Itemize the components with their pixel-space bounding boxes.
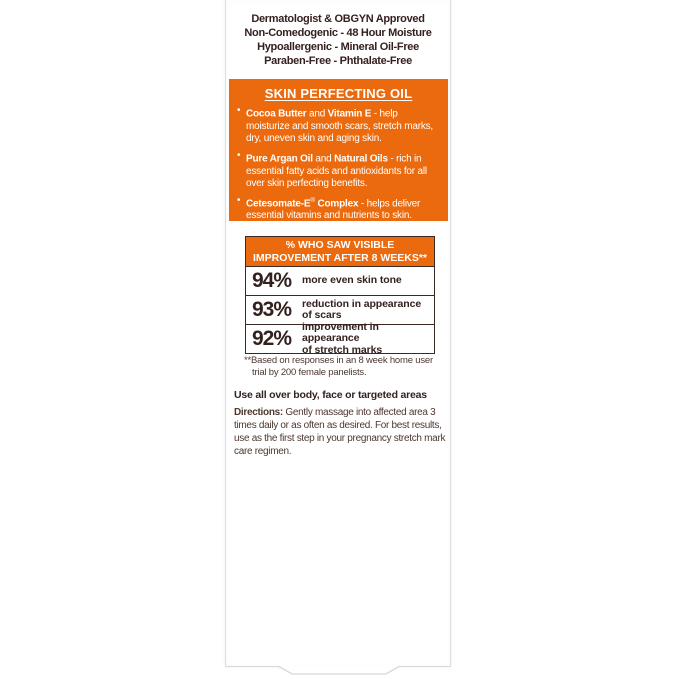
stats-table-header: [246, 237, 434, 266]
claim-line: Hypoallergenic - Mineral Oil-Free: [257, 41, 419, 53]
claim-line: Dermatologist & OBGYN Approved: [251, 13, 425, 25]
stat-label: [297, 322, 434, 357]
ingredient-name: Cetesomate-E: [246, 197, 311, 209]
directions-label: Directions:: [234, 407, 283, 418]
benefit-text: - rich in essential fatty acids and antioxidants for all over skin perfecting benefits.: [246, 153, 427, 190]
benefit-bullet: [237, 195, 440, 223]
stat-label-line: of scars: [302, 309, 342, 321]
stat-percentage: 93%: [252, 298, 292, 321]
stat-label: [297, 275, 402, 287]
stat-label-line: reduction in appearance: [302, 297, 422, 310]
claim-line: Non-Comedogenic - 48 Hour Moisture: [244, 27, 432, 39]
benefits-title: SKIN PERFECTING OIL: [264, 86, 413, 101]
usage-line: Use all over body, face or targeted areas: [234, 389, 427, 401]
claim-line: Paraben-Free - Phthalate-Free: [264, 55, 412, 67]
benefit-text: and: [306, 108, 328, 120]
stat-label-line: of stretch marks: [302, 343, 383, 356]
ingredient-name: Complex: [314, 197, 359, 209]
benefit-text: and: [312, 153, 335, 165]
table-row: [246, 320, 434, 356]
trial-footnote: **Based on responses in an 8 week home user trial by 200 female panelists.: [244, 355, 433, 378]
stat-percentage: 92%: [252, 327, 292, 350]
carton-back-panel: [225, 0, 451, 667]
stats-header-line: IMPROVEMENT AFTER 8 WEEKS**: [252, 251, 428, 264]
directions-paragraph: [234, 406, 450, 458]
stat-label: [297, 299, 421, 322]
benefits-panel: [229, 79, 448, 221]
table-row: [246, 266, 434, 295]
stats-header-line: % WHO SAW VISIBLE: [285, 239, 395, 251]
ingredient-name: Vitamin E: [327, 108, 372, 120]
ingredient-name: Pure Argan Oil: [246, 153, 313, 165]
claims-block: [226, 12, 450, 68]
stat-label-line: improvement in appearance: [302, 320, 379, 345]
benefits-list: [237, 105, 440, 223]
table-row: [246, 295, 434, 324]
benefit-bullet: [237, 105, 440, 146]
benefit-bullet: [237, 150, 440, 191]
benefit-text: - help moisturize and smooth scars, stretch marks, dry, uneven skin and aging skin.: [246, 108, 434, 145]
stat-percentage: 94%: [252, 269, 292, 292]
stat-label-line: more even skin tone: [302, 274, 402, 287]
ingredient-name: Natural Oils: [334, 153, 388, 165]
improvement-stats-table: [245, 236, 435, 354]
registered-mark: ®: [310, 196, 315, 204]
ingredient-name: Cocoa Butter: [246, 108, 307, 120]
directions-text: Gently massage into affected area 3 times daily or as often as desired. For best results, use as the first step in your pregnancy stretch mark care regimen.: [234, 407, 446, 457]
carton-tuck-tab: [278, 666, 400, 676]
benefit-text: - helps deliver essential vitamins and nutrients to skin.: [246, 197, 421, 222]
